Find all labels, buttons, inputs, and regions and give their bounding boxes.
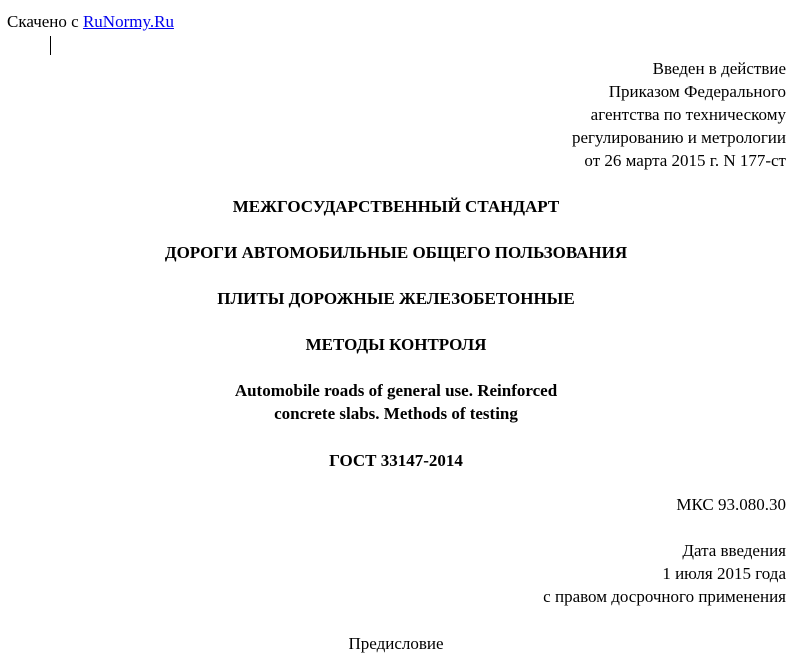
approval-line: Приказом Федерального	[608, 82, 786, 101]
approval-line: регулированию и метрологии	[571, 128, 786, 147]
approval-line: агентства по техническому	[590, 105, 786, 124]
runormy-link[interactable]: RuNormy.Ru	[82, 12, 174, 31]
downloaded-prefix: Скачено с	[7, 12, 83, 31]
mks-code: МКС 93.080.30	[676, 495, 786, 514]
intro-date-label: Дата введения	[682, 541, 786, 560]
text-cursor	[50, 36, 51, 55]
intro-date-value: 1 июля 2015 года	[662, 564, 786, 583]
english-title-line-2: concrete slabs. Methods of testing	[274, 404, 518, 423]
standard-type-heading: МЕЖГОСУДАРСТВЕННЫЙ СТАНДАРТ	[232, 197, 560, 216]
approval-line: Введен в действие	[652, 59, 786, 78]
title-line-3: МЕТОДЫ КОНТРОЛЯ	[305, 335, 487, 354]
preface-heading: Предисловие	[348, 634, 444, 653]
gost-number: ГОСТ 33147-2014	[329, 451, 463, 470]
english-title-line-1: Automobile roads of general use. Reinforced	[234, 381, 558, 400]
title-line-2: ПЛИТЫ ДОРОЖНЫЕ ЖЕЛЕЗОБЕТОННЫЕ	[217, 289, 575, 308]
downloaded-from-line	[7, 11, 174, 33]
english-title	[0, 379, 792, 425]
intro-date-block	[543, 539, 786, 608]
intro-date-note: с правом досрочного применения	[543, 587, 786, 606]
approval-line: от 26 марта 2015 г. N 177-ст	[584, 151, 786, 170]
approval-block	[572, 57, 786, 172]
title-line-1: ДОРОГИ АВТОМОБИЛЬНЫЕ ОБЩЕГО ПОЛЬЗОВАНИЯ	[164, 243, 628, 262]
